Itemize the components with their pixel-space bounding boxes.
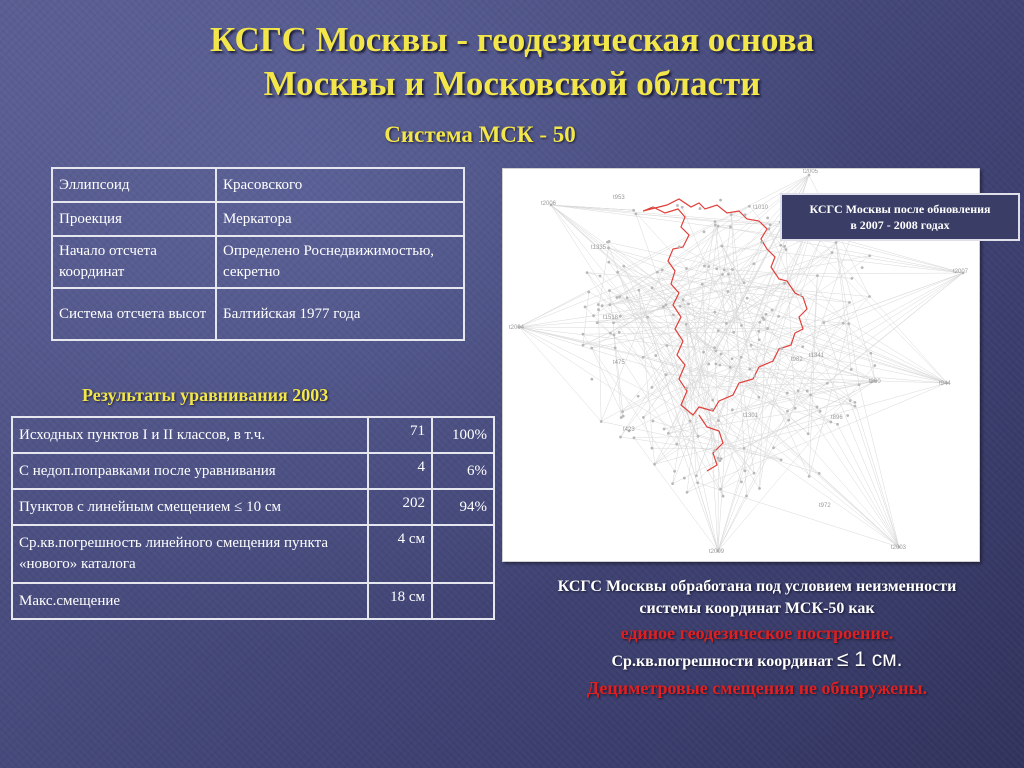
station-point [740, 481, 743, 484]
network-line [734, 324, 849, 332]
station-point [713, 346, 716, 349]
network-line [800, 240, 820, 295]
title-line-1: КСГС Москвы - геодезическая основа [210, 20, 814, 59]
station-point [835, 241, 838, 244]
station-point [766, 216, 769, 219]
conclusion-text [512, 576, 1002, 700]
station-point [846, 414, 849, 417]
station-point [707, 265, 710, 268]
station-point [646, 316, 649, 319]
station-point [654, 354, 657, 357]
station-point [651, 386, 654, 389]
network-line [679, 247, 947, 383]
station-label: t2005 [803, 169, 819, 175]
result-label: Исходных пунктов I и II классов, в т.ч. [12, 417, 368, 453]
station-point [772, 446, 775, 449]
station-point [842, 322, 845, 325]
result-percent: 100% [432, 417, 494, 453]
station-point [699, 207, 702, 210]
station-point [718, 364, 721, 367]
station-point [869, 352, 872, 355]
station-point [696, 481, 699, 484]
result-count: 4 [368, 453, 432, 489]
station-point [721, 273, 724, 276]
station-point [766, 327, 769, 330]
station-point [748, 205, 751, 208]
conclusion-line-4 [512, 646, 1002, 676]
station-point [711, 399, 714, 402]
station-point [626, 296, 629, 299]
station-point [686, 491, 689, 494]
station-point [606, 241, 609, 244]
station-label: t1518 [603, 315, 619, 321]
result-count: 18 см [368, 583, 432, 619]
station-point [745, 495, 748, 498]
network-line [724, 227, 730, 270]
station-point [758, 321, 761, 324]
station-point [836, 423, 839, 426]
station-point [638, 289, 641, 292]
station-point [816, 406, 819, 409]
station-point [720, 457, 723, 460]
station-point [671, 482, 674, 485]
slide-title [0, 18, 1024, 106]
station-label: t953 [613, 195, 625, 201]
result-label: Пунктов с линейным смещением ≤ 10 см [12, 489, 368, 525]
station-point [730, 213, 733, 216]
station-point [819, 410, 822, 413]
table-row [52, 202, 464, 236]
param-key: Эллипсоид [52, 168, 216, 202]
station-point [717, 225, 720, 228]
station-point [582, 344, 585, 347]
network-line [600, 276, 899, 547]
station-point [769, 224, 772, 227]
station-point [607, 247, 610, 250]
table-row [12, 489, 494, 525]
station-label: t2006 [541, 201, 557, 207]
station-point [675, 443, 678, 446]
station-point [779, 244, 782, 247]
station-label: t1301 [743, 413, 759, 419]
station-point [731, 408, 734, 411]
network-line [519, 327, 601, 421]
station-point [634, 213, 637, 216]
station-point [740, 356, 743, 359]
station-point [703, 230, 706, 233]
station-point [715, 350, 718, 353]
station-point [722, 495, 725, 498]
station-point [808, 475, 811, 478]
station-point [597, 303, 600, 306]
station-point [767, 227, 770, 230]
station-point [850, 368, 853, 371]
station-point [622, 265, 625, 268]
station-point [868, 254, 871, 257]
table-row [12, 525, 494, 583]
station-point [822, 321, 825, 324]
station-point [750, 344, 753, 347]
station-point [727, 273, 730, 276]
station-point [672, 313, 675, 316]
station-point [665, 344, 668, 347]
parameters-table [51, 167, 465, 341]
station-point [717, 329, 720, 332]
station-point [717, 419, 720, 422]
station-point [714, 223, 717, 226]
network-line [698, 483, 899, 547]
map-caption-line-1: КСГС Москвы после обновления [809, 202, 991, 216]
param-value: Определено Роснедвижимостью, секретно [216, 236, 464, 288]
station-point [720, 353, 723, 356]
station-point [786, 392, 789, 395]
station-point [787, 419, 790, 422]
station-point [676, 204, 679, 207]
station-point [584, 306, 587, 309]
station-point [702, 351, 705, 354]
result-percent: 94% [432, 489, 494, 525]
station-point [599, 275, 602, 278]
conclusion-line-1: КСГС Москвы обработана под условием неизменности [557, 578, 957, 595]
station-point [849, 399, 852, 402]
network-line [634, 436, 698, 438]
station-label: t896 [831, 415, 843, 421]
result-percent [432, 525, 494, 583]
station-point [616, 271, 619, 274]
station-point [873, 364, 876, 367]
results-title: Результаты уравнивания 2003 [82, 385, 329, 405]
network-line [836, 243, 859, 385]
station-point [622, 415, 625, 418]
station-point [760, 241, 763, 244]
station-point [723, 268, 726, 271]
station-point [743, 281, 746, 284]
station-point [618, 295, 621, 298]
station-point [618, 331, 621, 334]
station-point [608, 303, 611, 306]
network-line [551, 205, 715, 222]
station-point [743, 447, 746, 450]
network-line [623, 328, 768, 411]
station-point [673, 470, 676, 473]
station-point [681, 206, 684, 209]
station-point [847, 322, 850, 325]
station-point [592, 314, 595, 317]
result-count: 202 [368, 489, 432, 525]
station-point [607, 261, 610, 264]
param-key: Проекция [52, 202, 216, 236]
station-point [596, 321, 599, 324]
station-point [780, 458, 783, 461]
station-point [753, 375, 756, 378]
network-line [594, 206, 750, 315]
station-point [714, 220, 717, 223]
station-point [661, 269, 664, 272]
station-point [729, 226, 732, 229]
table-row [12, 453, 494, 489]
station-label: t1341 [809, 353, 825, 359]
station-point [642, 356, 645, 359]
network-line [838, 424, 899, 547]
station-point [619, 436, 622, 439]
network-line [599, 248, 609, 310]
station-point [715, 362, 718, 365]
network-line [614, 283, 744, 323]
station-point [818, 472, 821, 475]
station-point [713, 311, 716, 314]
param-key: Система отсчета высот [52, 288, 216, 340]
station-point [615, 296, 618, 299]
station-label: t2007 [953, 269, 969, 275]
station-point [783, 282, 786, 285]
station-point [633, 436, 636, 439]
station-label: t1010 [753, 205, 769, 211]
network-line [744, 381, 875, 448]
station-point [678, 245, 681, 248]
station-point [663, 428, 666, 431]
station-label: t475 [613, 360, 625, 366]
station-point [719, 488, 722, 491]
station-point [816, 274, 819, 277]
station-point [731, 357, 734, 360]
station-point [713, 449, 716, 452]
station-point [609, 332, 612, 335]
result-count: 71 [368, 417, 432, 453]
station-point [853, 405, 856, 408]
station-point [717, 457, 720, 460]
network-line [809, 324, 849, 477]
station-point [662, 305, 665, 308]
station-point [786, 410, 789, 413]
station-point [614, 347, 617, 350]
station-point [799, 294, 802, 297]
station-point [582, 333, 585, 336]
result-percent: 6% [432, 453, 494, 489]
station-point [715, 267, 718, 270]
network-line [627, 298, 899, 547]
station-point [653, 463, 656, 466]
station-point [719, 199, 722, 202]
station-point [632, 209, 635, 212]
station-point [664, 303, 667, 306]
station-point [826, 382, 829, 385]
station-label: t982 [791, 357, 803, 363]
conclusion-line-2: системы координат МСК-50 как [639, 600, 875, 617]
station-point [597, 308, 600, 311]
station-point [586, 271, 589, 274]
station-point [765, 313, 768, 316]
station-point [729, 366, 732, 369]
station-label: t1335 [591, 245, 607, 251]
station-point [637, 395, 640, 398]
station-point [608, 289, 611, 292]
station-point [732, 331, 735, 334]
result-label: Макс.смещение [12, 583, 368, 619]
station-point [667, 432, 670, 435]
station-point [621, 410, 624, 413]
map-caption [780, 193, 1020, 241]
station-point [868, 295, 871, 298]
station-point [850, 277, 853, 280]
table-row [52, 168, 464, 202]
station-point [707, 363, 710, 366]
station-point [807, 432, 810, 435]
station-point [701, 283, 704, 286]
network-line [617, 297, 727, 323]
station-point [848, 301, 851, 304]
network-line [855, 402, 899, 547]
station-point [612, 321, 615, 324]
station-point [689, 420, 692, 423]
station-point [679, 305, 682, 308]
network-line [824, 323, 899, 547]
network-line [728, 273, 963, 274]
station-point [687, 303, 690, 306]
station-point [651, 420, 654, 423]
station-point [758, 338, 761, 341]
station-point [651, 447, 654, 450]
network-line [636, 214, 721, 459]
station-label: t423 [623, 427, 635, 433]
station-point [683, 477, 686, 480]
result-label: С недоп.поправками после уравнивания [12, 453, 368, 489]
station-point [720, 245, 723, 248]
param-value: Меркатора [216, 202, 464, 236]
station-point [619, 315, 622, 318]
station-point [801, 345, 804, 348]
station-label: t944 [939, 381, 951, 387]
station-point [613, 334, 616, 337]
accuracy-value: ≤ 1 см. [836, 648, 903, 671]
station-point [656, 271, 659, 274]
title-line-2: Москвы и Московской области [263, 64, 761, 103]
station-point [703, 265, 706, 268]
station-point [697, 435, 700, 438]
param-value: Балтийская 1977 года [216, 288, 464, 340]
station-point [600, 420, 603, 423]
station-point [642, 416, 645, 419]
station-point [682, 298, 685, 301]
station-point [685, 267, 688, 270]
accuracy-label: Ср.кв.погрешности координат [611, 653, 833, 670]
station-point [794, 407, 797, 410]
network-line [551, 205, 750, 369]
network-line [519, 327, 615, 348]
station-point [783, 245, 786, 248]
network-line [718, 302, 849, 551]
station-point [587, 291, 590, 294]
table-row [12, 583, 494, 619]
station-point [744, 213, 747, 216]
station-point [861, 266, 864, 269]
station-point [731, 268, 734, 271]
station-point [753, 472, 756, 475]
station-point [771, 309, 774, 312]
station-point [758, 487, 761, 490]
station-point [831, 251, 834, 254]
station-point [777, 315, 780, 318]
station-point [858, 383, 861, 386]
station-point [725, 322, 728, 325]
station-point [740, 324, 743, 327]
station-point [749, 368, 752, 371]
station-point [685, 387, 688, 390]
station-label: t390 [869, 379, 881, 385]
station-point [685, 323, 688, 326]
table-row [52, 236, 464, 288]
station-point [710, 408, 713, 411]
station-point [744, 469, 747, 472]
station-point [590, 378, 593, 381]
results-table [11, 416, 495, 620]
station-point [785, 248, 788, 251]
network-line [601, 270, 662, 421]
station-label: t2009 [709, 549, 725, 555]
station-point [809, 393, 812, 396]
station-label: t972 [819, 503, 831, 509]
slide-subtitle: Система МСК - 50 [384, 122, 576, 147]
network-line [718, 421, 899, 547]
table-row [12, 417, 494, 453]
network-line [721, 408, 796, 489]
station-point [590, 347, 593, 350]
conclusion-line-5: Дециметровые смещения не обнаружены. [586, 678, 928, 698]
network-line [769, 229, 899, 547]
station-point [780, 347, 783, 350]
station-label: t2003 [891, 545, 907, 551]
station-point [601, 304, 604, 307]
param-value: Красовского [216, 168, 464, 202]
station-point [757, 330, 760, 333]
map-caption-line-2: в 2007 - 2008 годах [850, 218, 950, 232]
result-count: 4 см [368, 525, 432, 583]
station-point [726, 290, 729, 293]
conclusion-line-3: единое геодезическое построение. [620, 623, 894, 643]
station-point [665, 373, 668, 376]
network-line [583, 292, 589, 345]
table-row [52, 288, 464, 340]
station-point [854, 401, 857, 404]
station-point [651, 286, 654, 289]
network-line [832, 253, 963, 273]
station-point [752, 262, 755, 265]
param-key: Начало отсчета координат [52, 236, 216, 288]
network-line [764, 320, 947, 383]
station-point [758, 396, 761, 399]
station-label: t2004 [509, 325, 525, 331]
station-point [695, 474, 698, 477]
station-point [797, 389, 800, 392]
station-point [761, 316, 764, 319]
result-percent [432, 583, 494, 619]
result-label: Ср.кв.погрешность линейного смещения пункта «нового» каталога [12, 525, 368, 583]
station-point [806, 390, 809, 393]
network-line [721, 473, 755, 489]
network-line [859, 385, 899, 547]
station-point [746, 297, 749, 300]
